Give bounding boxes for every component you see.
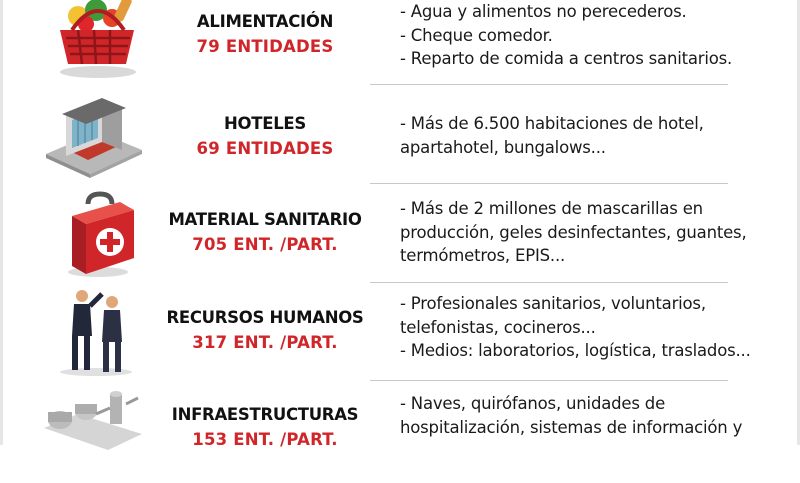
category-count: 153 ENT. /PART. <box>192 430 338 449</box>
category-description <box>400 392 780 439</box>
description-line: - Cheque comedor. <box>400 25 553 45</box>
separator <box>370 282 728 283</box>
people-icon <box>38 286 148 378</box>
description-line: - Profesionales sanitarios, voluntarios, <box>400 294 706 313</box>
row-recursos-humanos <box>0 286 800 385</box>
description-line: apartahotel, bungalows... <box>400 137 606 157</box>
category-description <box>400 292 780 363</box>
description-line: producción, geles desinfectantes, guantes, <box>400 222 747 242</box>
category-title: MATERIAL SANITARIO <box>168 210 362 229</box>
first-aid-kit-icon <box>38 190 148 282</box>
description-line: telefonistas, cocineros... <box>400 317 596 337</box>
row-hoteles <box>0 90 800 189</box>
separator <box>370 380 728 381</box>
category-description <box>400 197 780 268</box>
category-title: INFRAESTRUCTURAS <box>171 405 359 424</box>
hotel-building-icon <box>38 92 148 184</box>
description-line: - Reparto de comida a centros sanitarios. <box>400 49 733 68</box>
description-line: - Agua y alimentos no perecederos. <box>400 2 687 21</box>
row-material-sanitario <box>0 188 800 287</box>
description-line: - Más de 2 millones de mascarillas en <box>400 199 703 218</box>
separator <box>370 183 728 184</box>
category-description <box>400 0 780 71</box>
category-description <box>400 112 780 159</box>
description-line: termómetros, EPIS... <box>400 246 566 265</box>
description-line: - Más de 6.500 habitaciones de hotel, <box>400 114 704 133</box>
description-line: hospitalización, sistemas de información y <box>400 417 743 437</box>
category-count: 69 ENTIDADES <box>196 139 334 158</box>
separator <box>370 84 728 85</box>
category-title: RECURSOS HUMANOS <box>166 308 364 327</box>
category-count: 705 ENT. /PART. <box>192 235 338 254</box>
category-title: HOTELES <box>224 114 306 133</box>
industrial-plant-icon <box>38 384 148 476</box>
row-infraestructuras <box>0 384 800 483</box>
description-line: - Medios: laboratorios, logística, traslados... <box>400 341 751 360</box>
food-basket-icon <box>38 0 148 86</box>
category-count: 79 ENTIDADES <box>196 37 334 56</box>
category-title: ALIMENTACIÓN <box>196 12 334 31</box>
category-count: 317 ENT. /PART. <box>192 333 338 352</box>
description-line: - Naves, quirófanos, unidades de <box>400 394 666 413</box>
